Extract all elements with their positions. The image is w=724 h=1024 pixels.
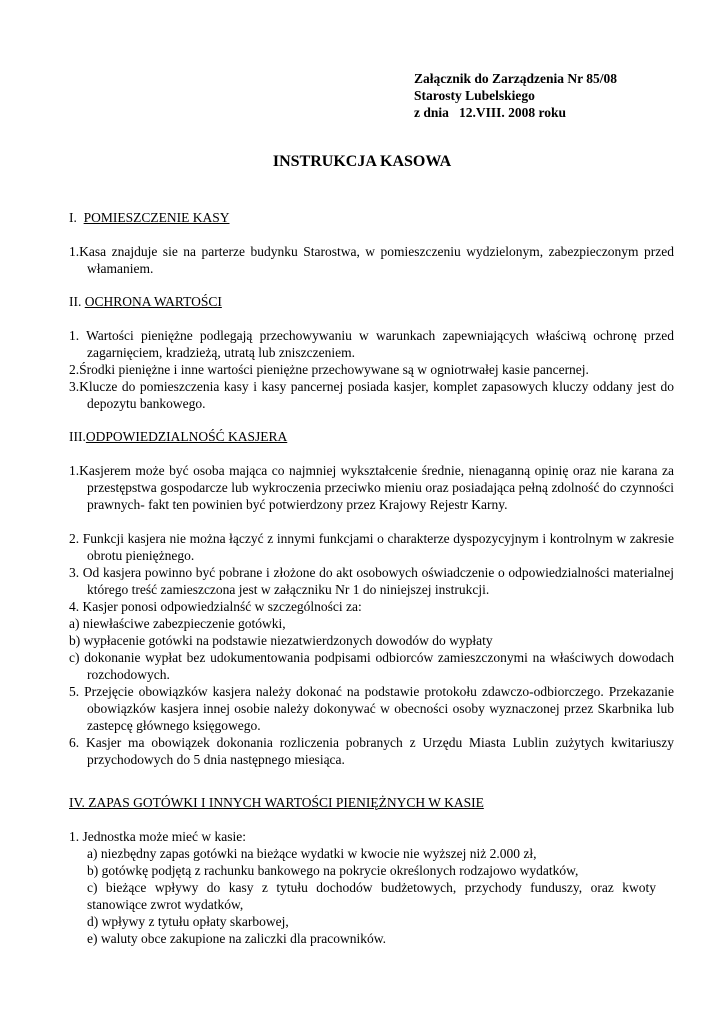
section-2-number: II. [69,294,85,309]
section-2-heading [69,293,222,310]
section-2-paragraph-2: 2.Środki pieniężne i inne wartości pieniężne przechowywane są w ogniotrwałej kasie pancernej. [69,362,589,377]
section-3-title: ODPOWIEDZIALNOŚĆ KASJERA [85,429,288,444]
section-3-heading [69,428,287,445]
section-1-paragraph-1: 1.Kasa znajduje sie na parterze budynku Starostwa, w pomieszczeniu wydzielonym, zabezpieczonym przed włamaniem. [69,244,674,276]
header-line-1: Załącznik do Zarządzenia Nr 85/08 [414,71,618,86]
section-4-title: IV. ZAPAS GOTÓWKI I INNYCH WARTOŚCI PIENIĘŻNYCH W KASIE [69,795,484,810]
section-1-number: I. [69,210,84,225]
section-3-item-a: a) niewłaściwe zabezpieczenie gotówki, [69,616,286,631]
section-3-number: III. [69,429,86,444]
header-line-2: Starosty Lubelskiego [414,88,535,103]
section-3-paragraph-4: 4. Kasjer ponosi odpowiedzialnść w szczególności za: [69,599,362,614]
section-4-item-b: b) gotówkę podjętą z rachunku bankowego na pokrycie określonych rodzajowo wydatków, [87,863,579,878]
section-4-paragraph-1: 1. Jednostka może mieć w kasie: [69,829,246,844]
section-3-paragraph-6: 6. Kasjer ma obowiązek dokonania rozliczenia pobranych z Urzędu Miasta Lublin zużytych kwitariuszy przychodowych do 5 dnia następnego miesiąca. [69,735,674,767]
attachment-header [414,70,617,121]
section-4-heading [69,794,484,811]
section-3-paragraph-5: 5. Przejęcie obowiązków kasjera należy dokonać na podstawie protokołu zdawczo-odbiorczego. Przekazanie obowiązków kasjera innej osobie należy dokonywać w obecności osoby wyznaczonej przez Skarbnika lub zastepcę głównego księgowego. [69,684,674,733]
section-4-item-c: c) bieżące wpływy do kasy z tytułu dochodów budżetowych, przychody funduszy, oraz kwoty stanowiące zwrot wydatków, [87,880,656,912]
section-4-item-d: d) wpływy z tytułu opłaty skarbowej, [87,914,289,929]
section-2-paragraph-3: 3.Klucze do pomieszczenia kasy i kasy pancernej posiada kasjer, komplet zapasowych kluczy oddany jest do depozytu bankowego. [69,379,674,411]
section-3-paragraph-2: 2. Funkcji kasjera nie można łączyć z innymi funkcjami o charakterze dyspozycyjnym i kontrolnym w zakresie obrotu pieniężnego. [69,531,674,563]
section-2-paragraph-1: 1. Wartości pieniężne podlegają przechowywaniu w warunkach zapewniających właściwą ochronę przed zagarnięciem, kradzieżą, utratą lub zniszczeniem. [69,328,674,360]
section-3-paragraph-3: 3. Od kasjera powinno być pobrane i złożone do akt osobowych oświadczenie o odpowiedzialności materialnej którego treść zamieszczona jest w załączniku Nr 1 do niniejszej instrukcji. [69,565,674,597]
section-1-heading [69,209,230,226]
section-4-item-e: e) waluty obce zakupione na zaliczki dla pracowników. [87,931,386,946]
section-1-title: POMIESZCZENIE KASY [83,210,230,225]
section-2-title: OCHRONA WARTOŚCI [84,294,222,309]
section-3-item-b: b) wypłacenie gotówki na podstawie niezatwierdzonych dowodów do wypłaty [69,633,493,648]
document-title: INSTRUKCJA KASOWA [272,153,452,170]
section-3-item-c: c) dokonanie wypłat bez udokumentowania podpisami odbiorców zamieszczonymi na właściwych dowodach rozchodowych. [69,650,674,682]
header-line-3: z dnia 12.VIII. 2008 roku [414,105,567,120]
section-4-item-a: a) niezbędny zapas gotówki na bieżące wydatki w kwocie nie wyższej niż 2.000 zł, [87,846,537,861]
section-3-paragraph-1: 1.Kasjerem może być osoba mająca co najmniej wykształcenie średnie, nienaganną opinię oraz nie karana za przestępstwa gospodarcze lub wykroczenia przeciwko mieniu oraz posiadająca pełną zdolność do czynności prawnych- fakt ten powinien być potwierdzony przez Krajowy Rejestr Karny. [69,463,674,512]
